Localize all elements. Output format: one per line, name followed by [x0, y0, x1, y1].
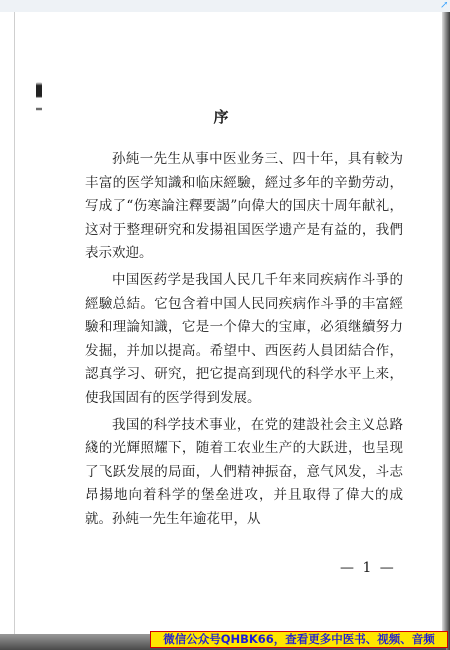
paragraph-3: 我国的科学技术事业，在党的建設社会主义总路綫的光輝照耀下，随着工农业生产的大跃进，也呈现了飞跃发展的局面，人們精神振奋，意气风发，斗志昂揚地向着科学的堡垒进攻，并且取得了偉大的成就。孙純一先生年逾花甲，从: [85, 416, 403, 527]
page-right-shadow: [442, 12, 450, 650]
page-number: — 1 —: [340, 560, 396, 576]
document-body: [85, 148, 403, 535]
paragraph-1: 孙純一先生从事中医业务三、四十年，具有較为丰富的医学知識和临床經驗，經过多年的辛勤劳动，写成了“伤寒論注釋要謁”向偉大的国庆十周年献礼，这对于整理研究和发揚祖国医学遗产是有益的，我們表示欢迎。: [85, 151, 403, 262]
page-heading: 序: [213, 108, 233, 126]
corner-arrow-icon[interactable]: ↗: [440, 0, 449, 11]
paragraph-2: 中国医药学是我国人民几千年来同疾病作斗爭的經驗总結。它包含着中国人民同疾病作斗爭的丰富經驗和理論知識，它是一个偉大的宝庫，必須继續努力发掘，并加以提高。希望中、西医药人員团結合作，認真学习、研究，把它提高到现代的科学水平上来，使我国固有的医学得到发展。: [85, 271, 403, 406]
viewer-top-strip: [0, 0, 450, 12]
wechat-watermark-banner[interactable]: 微信公众号QHBK66，查看更多中医书、视频、音频: [150, 631, 448, 648]
